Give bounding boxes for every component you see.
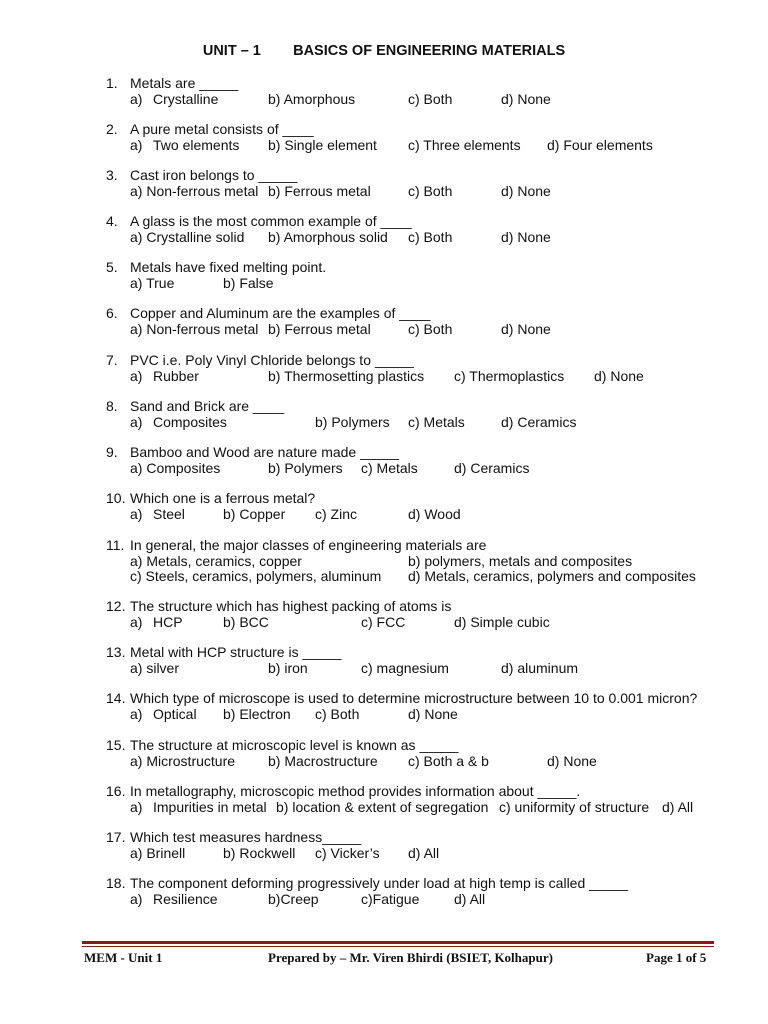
option: d) Four elements [547, 137, 653, 153]
option: b) Amorphous solid [268, 229, 388, 245]
question-text: Metals are _____ [130, 75, 239, 91]
question-text: The structure at microscopic level is known as _____ [130, 737, 459, 753]
option: d) Ceramics [454, 460, 530, 476]
option: c) Both [408, 183, 453, 199]
option: d) None [501, 183, 551, 199]
option: c) Metals [408, 414, 465, 430]
option: c) Thermoplastics [454, 368, 565, 384]
option: d) None [547, 753, 597, 769]
option-text: Two elements [153, 137, 240, 153]
option: c) Vicker’s [315, 845, 380, 861]
question-number: 4. [106, 213, 118, 229]
option: d) All [662, 799, 694, 815]
option: b) polymers, metals and composites [408, 553, 633, 569]
option: d) All [454, 891, 486, 907]
option-text: HCP [153, 614, 183, 630]
option: a) Microstructure [130, 753, 236, 769]
question-number: 3. [106, 167, 118, 183]
option-letter: a) [130, 506, 143, 522]
option-letter: a) [130, 137, 143, 153]
option-letter: a) [130, 706, 143, 722]
option: d) Ceramics [501, 414, 577, 430]
question-number: 7. [106, 352, 118, 368]
option: c) Both a & b [408, 753, 489, 769]
question-number: 16. [106, 783, 126, 799]
option: a) Brinell [130, 845, 186, 861]
question-text: Cast iron belongs to _____ [130, 167, 298, 183]
option: c)Fatigue [361, 891, 420, 907]
option: b) Ferrous metal [268, 183, 371, 199]
option: d) None [594, 368, 644, 384]
question-text: Metal with HCP structure is _____ [130, 644, 342, 660]
option: d) Simple cubic [454, 614, 550, 630]
option: a) Metals, ceramics, copper [130, 553, 302, 569]
question-number: 17. [106, 829, 126, 845]
question-text: In metallography, microscopic method provides information about _____. [130, 783, 581, 799]
option-text: Crystalline [153, 91, 219, 107]
option: b) Ferrous metal [268, 321, 371, 337]
question-text: Bamboo and Wood are nature made _____ [130, 444, 400, 460]
question-number: 2. [106, 121, 118, 137]
option: d) None [501, 229, 551, 245]
option: a) silver [130, 660, 180, 676]
footer-rule-thick [82, 941, 714, 944]
option: c) Three elements [408, 137, 521, 153]
option-text: Impurities in metal [153, 799, 267, 815]
option: b) Polymers [315, 414, 390, 430]
option: c) FCC [361, 614, 406, 630]
option-letter: a) [130, 799, 143, 815]
question-number: 5. [106, 259, 118, 275]
footer-right: Page 1 of 5 [646, 950, 707, 965]
option-text: Resilience [153, 891, 218, 907]
option-letter: a) [130, 891, 143, 907]
option: b) Single element [268, 137, 377, 153]
option: d) Metals, ceramics, polymers and composites [408, 568, 696, 584]
option-letter: a) [130, 368, 143, 384]
question-text: Which one is a ferrous metal? [130, 490, 316, 506]
option-letter: a) [130, 414, 143, 430]
question-number: 14. [106, 690, 126, 706]
question-text: Copper and Aluminum are the examples of ____ [130, 305, 431, 321]
option: b) Electron [223, 706, 291, 722]
question-text: In general, the major classes of engineering materials are [130, 537, 487, 553]
option-text: Rubber [153, 368, 199, 384]
option-text: Optical [153, 706, 197, 722]
question-number: 13. [106, 644, 126, 660]
option: b) location & extent of segregation [276, 799, 489, 815]
question-number: 9. [106, 444, 118, 460]
footer-center: Prepared by – Mr. Viren Bhirdi (BSIET, Kolhapur) [268, 950, 553, 965]
page-title: UNIT – 1 BASICS OF ENGINEERING MATERIALS [202, 43, 566, 59]
option-text: Composites [153, 414, 227, 430]
option: b) Polymers [268, 460, 343, 476]
question-number: 10. [106, 490, 126, 506]
footer-left: MEM - Unit 1 [84, 950, 163, 965]
option: c) uniformity of structure [499, 799, 650, 815]
option: a) Crystalline solid [130, 229, 245, 245]
option: b) Macrostructure [268, 753, 378, 769]
option: b) iron [268, 660, 308, 676]
question-text: The component deforming progressively under load at high temp is called _____ [130, 875, 629, 891]
question-number: 6. [106, 305, 118, 321]
question-number: 1. [106, 75, 118, 91]
question-text: A pure metal consists of ____ [130, 121, 314, 137]
option: c) Both [408, 91, 453, 107]
option: b) False [223, 275, 274, 291]
question-text: Which type of microscope is used to determine microstructure between 10 to 0.001 micron? [130, 690, 698, 706]
option: c) Metals [361, 460, 418, 476]
option: a) True [130, 275, 175, 291]
question-text: PVC i.e. Poly Vinyl Chloride belongs to _____ [130, 352, 414, 368]
option: c) magnesium [361, 660, 449, 676]
option: a) Non-ferrous metal [130, 183, 259, 199]
option: c) Both [315, 706, 360, 722]
option: b) Rockwell [223, 845, 296, 861]
option-letter: a) [130, 91, 143, 107]
option: d) None [408, 706, 458, 722]
option: b) BCC [223, 614, 269, 630]
question-number: 15. [106, 737, 126, 753]
option: c) Both [408, 229, 453, 245]
question-number: 11. [106, 537, 125, 553]
option: c) Both [408, 321, 453, 337]
option: b) Amorphous [268, 91, 356, 107]
question-text: A glass is the most common example of ____ [130, 213, 412, 229]
question-text: Metals have fixed melting point. [130, 259, 327, 275]
option-text: Steel [153, 506, 185, 522]
option-letter: a) [130, 614, 143, 630]
question-text: The structure which has highest packing of atoms is [130, 598, 452, 614]
option: d) Wood [408, 506, 461, 522]
footer-rule-thin [82, 946, 714, 947]
option: c) Steels, ceramics, polymers, aluminum [130, 568, 382, 584]
option: b)Creep [268, 891, 319, 907]
question-number: 18. [106, 875, 126, 891]
question-number: 12. [106, 598, 126, 614]
question-text: Sand and Brick are ____ [130, 398, 285, 414]
question-text: Which test measures hardness_____ [130, 829, 362, 845]
option: d) aluminum [501, 660, 579, 676]
option: b) Thermosetting plastics [268, 368, 425, 384]
option: d) All [408, 845, 440, 861]
option: a) Non-ferrous metal [130, 321, 259, 337]
option: d) None [501, 321, 551, 337]
option: a) Composites [130, 460, 221, 476]
option: b) Copper [223, 506, 286, 522]
question-number: 8. [106, 398, 118, 414]
option: c) Zinc [315, 506, 357, 522]
option: d) None [501, 91, 551, 107]
